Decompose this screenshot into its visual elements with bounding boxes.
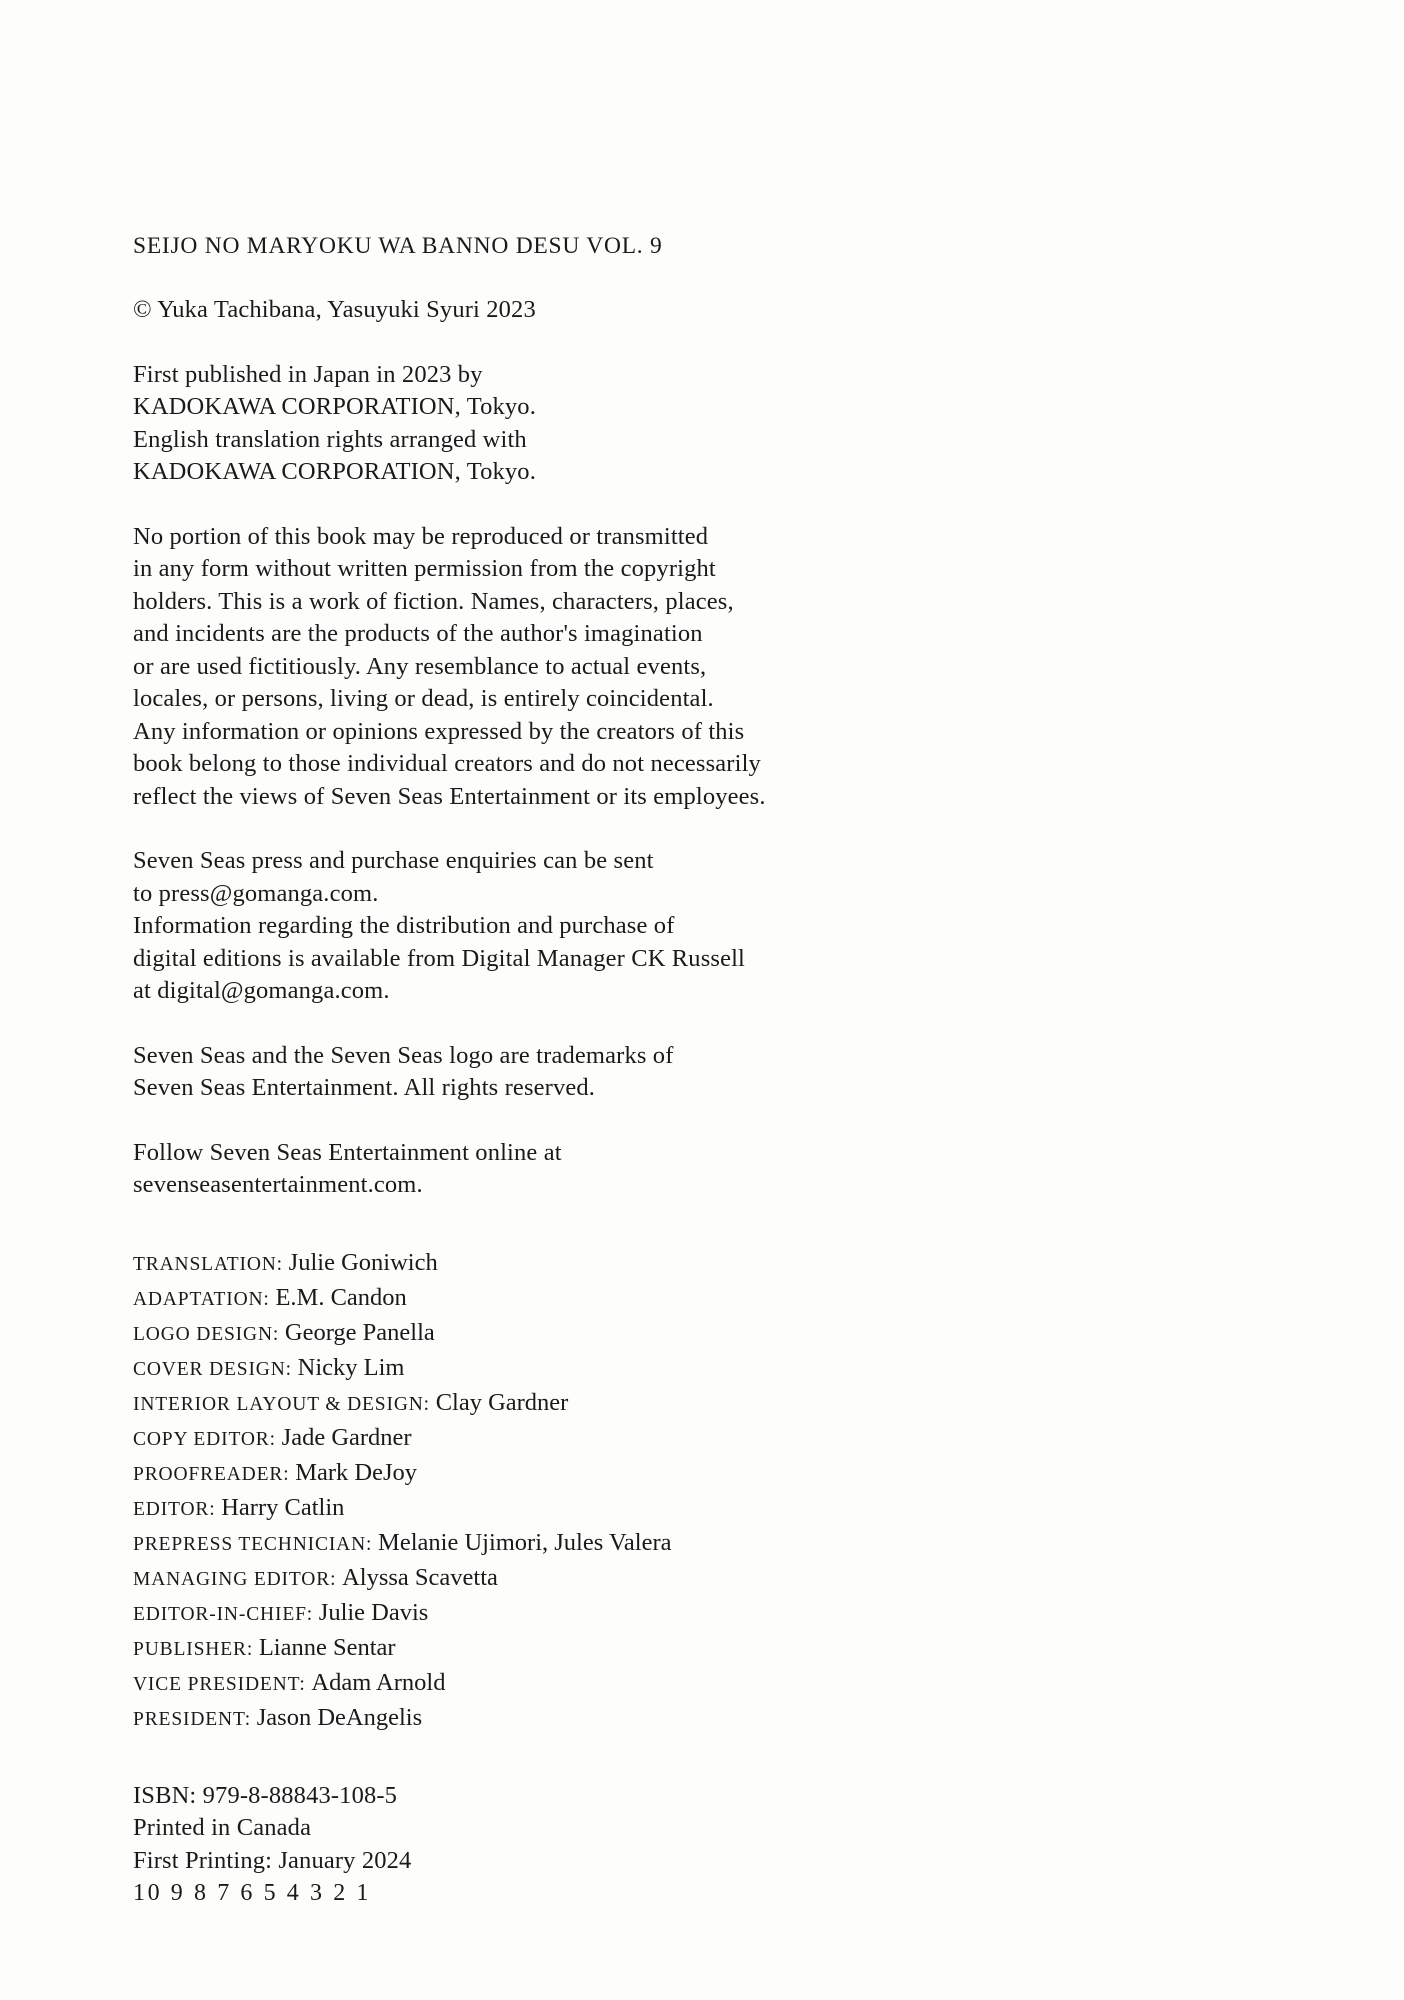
printed-in: Printed in Canada (133, 1814, 312, 1841)
follow-line: Follow Seven Seas Entertainment online at (133, 1138, 562, 1166)
rights-line: book belong to those individual creators and do not necessarily (133, 750, 761, 777)
credit-item (133, 1456, 1404, 1491)
rights-line: reflect the views of Seven Seas Entertainment or its employees. (133, 782, 766, 810)
publication-line: English translation rights arranged with (133, 425, 527, 453)
rights-line: and incidents are the products of the author's imagination (133, 620, 703, 647)
credit-name: Harry Catlin (221, 1493, 345, 1521)
credit-item (133, 1316, 1404, 1351)
credits-list (133, 1246, 1404, 1736)
credit-item (133, 1281, 1404, 1316)
credit-role: PREPRESS TECHNICIAN: (133, 1533, 379, 1555)
credit-role: INTERIOR LAYOUT & DESIGN: (133, 1393, 436, 1415)
credit-role: PRESIDENT: (133, 1708, 257, 1730)
credit-role: MANAGING EDITOR: (133, 1568, 343, 1590)
copyright-notice: © Yuka Tachibana, Yasuyuki Syuri 2023 (133, 296, 536, 323)
credit-role: EDITOR-IN-CHIEF: (133, 1603, 319, 1625)
rights-line: holders. This is a work of fiction. Names, characters, places, (133, 587, 734, 615)
rights-line: or are used fictitiously. Any resemblance to actual events, (133, 652, 707, 680)
credit-item (133, 1491, 1404, 1526)
credit-item (133, 1526, 1404, 1561)
contact-line: Information regarding the distribution and purchase of (133, 912, 675, 939)
contact-line: digital editions is available from Digital Manager CK Russell (133, 944, 746, 972)
publication-block (133, 359, 1404, 489)
website-link[interactable]: sevenseasentertainment.com. (133, 1171, 423, 1198)
first-printing: First Printing: January 2024 (133, 1846, 412, 1874)
trademark-line: Seven Seas and the Seven Seas logo are trademarks of (133, 1041, 674, 1069)
credit-role: COPY EDITOR: (133, 1428, 282, 1450)
credit-name: Julie Goniwich (288, 1248, 438, 1276)
rights-line: No portion of this book may be reproduced or transmitted (133, 522, 709, 550)
copyright-block (133, 294, 1404, 327)
rights-line: Any information or opinions expressed by the creators of this (133, 717, 745, 745)
credit-role: LOGO DESIGN: (133, 1323, 285, 1345)
credit-role: PUBLISHER: (133, 1638, 259, 1660)
credit-name: Lianne Sentar (258, 1633, 396, 1661)
book-title: SEIJO NO MARYOKU WA BANNO DESU VOL. 9 (133, 233, 663, 259)
credit-role: EDITOR: (133, 1498, 222, 1520)
credit-item (133, 1666, 1404, 1701)
contact-line: at digital@gomanga.com. (133, 977, 390, 1004)
follow-block (133, 1137, 1404, 1202)
credit-item (133, 1351, 1404, 1386)
printing-number-line: 10 9 8 7 6 5 4 3 2 1 (133, 1880, 371, 1906)
rights-notice-block (133, 521, 1404, 814)
credit-name: Julie Davis (318, 1598, 429, 1626)
credit-role: ADAPTATION: (133, 1288, 276, 1310)
credit-item (133, 1596, 1404, 1631)
credit-name: Nicky Lim (297, 1353, 405, 1381)
credit-role: TRANSLATION: (133, 1253, 289, 1275)
credit-role: PROOFREADER: (133, 1463, 296, 1485)
contact-line: Seven Seas press and purchase enquiries can be sent (133, 847, 654, 874)
credit-role: VICE PRESIDENT: (133, 1673, 312, 1695)
credit-name: Jason DeAngelis (256, 1703, 423, 1731)
credit-name: Melanie Ujimori, Jules Valera (378, 1528, 672, 1556)
rights-line: locales, or persons, living or dead, is entirely coincidental. (133, 685, 714, 712)
credit-item (133, 1246, 1404, 1281)
publication-line: KADOKAWA CORPORATION, Tokyo. (133, 458, 536, 485)
credit-name: Alyssa Scavetta (342, 1563, 498, 1591)
credit-name: Adam Arnold (311, 1668, 446, 1696)
credit-role: COVER DESIGN: (133, 1358, 298, 1380)
imprint-block (133, 1780, 1404, 1911)
trademark-block (133, 1040, 1404, 1105)
publication-line: First published in Japan in 2023 by (133, 360, 483, 388)
credit-item (133, 1386, 1404, 1421)
credit-name: E.M. Candon (275, 1283, 407, 1311)
publication-line: KADOKAWA CORPORATION, Tokyo. (133, 393, 536, 420)
credit-item (133, 1561, 1404, 1596)
credit-name: George Panella (284, 1318, 435, 1346)
credit-name: Jade Gardner (281, 1423, 412, 1451)
trademark-line: Seven Seas Entertainment. All rights reserved. (133, 1074, 596, 1101)
credit-item (133, 1631, 1404, 1666)
credit-name: Mark DeJoy (295, 1458, 418, 1486)
credit-item (133, 1421, 1404, 1456)
rights-line: in any form without written permission from the copyright (133, 555, 716, 582)
isbn: ISBN: 979-8-88843-108-5 (133, 1781, 398, 1809)
credit-name: Clay Gardner (435, 1388, 569, 1416)
title-block (133, 230, 1404, 262)
contact-block (133, 845, 1404, 1008)
contact-line: to press@gomanga.com. (133, 879, 379, 907)
credit-item (133, 1701, 1404, 1736)
